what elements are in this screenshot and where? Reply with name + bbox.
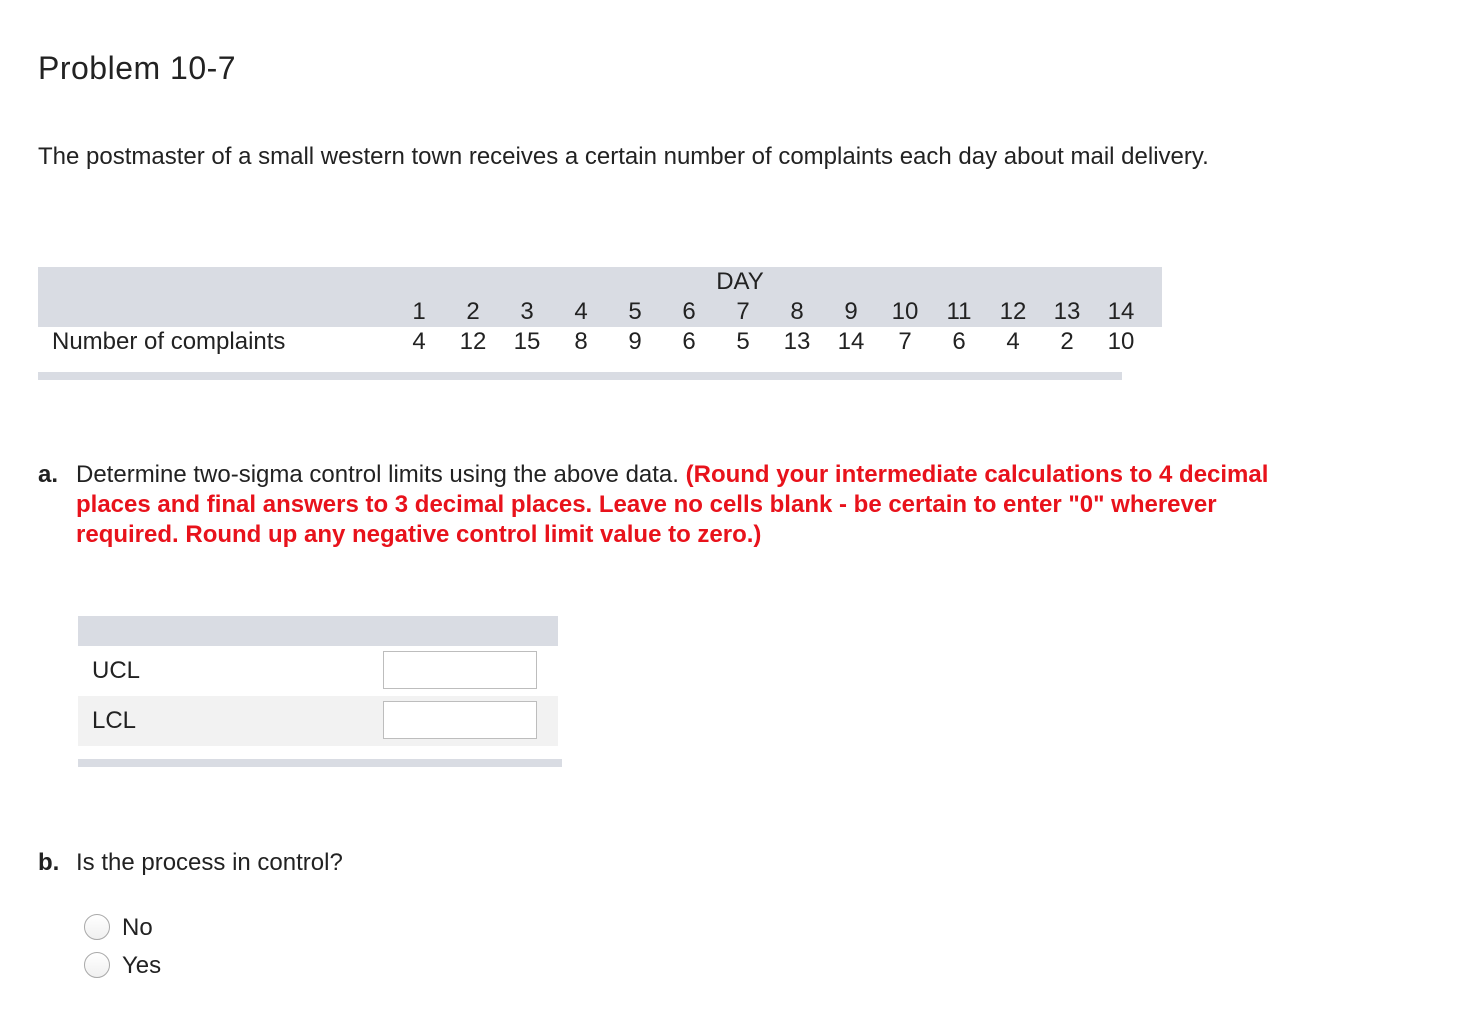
- control-limits-answer-table: [78, 616, 558, 746]
- radio-label-no[interactable]: No: [122, 914, 153, 941]
- complaints-row-label: Number of complaints: [52, 328, 286, 355]
- day-numbers-row: [38, 297, 1162, 327]
- complaint-count: 4: [412, 328, 426, 355]
- complaint-count: 9: [628, 328, 642, 355]
- day-number: 6: [662, 297, 716, 327]
- day-header-label: DAY: [392, 267, 1148, 297]
- question-b-letter: b.: [38, 849, 60, 876]
- complaint-count: 6: [682, 328, 696, 355]
- question-a: [38, 460, 1278, 550]
- question-b: [38, 848, 343, 878]
- complaint-count: 12: [459, 328, 487, 355]
- day-number: 13: [1040, 297, 1094, 327]
- complaint-count: 7: [898, 328, 912, 355]
- complaint-count: 6: [952, 328, 966, 355]
- complaint-count: 14: [837, 328, 865, 355]
- complaint-count: 10: [1107, 328, 1135, 355]
- day-number: 14: [1094, 297, 1148, 327]
- question-a-letter: a.: [38, 461, 59, 488]
- complaint-count: 13: [783, 328, 811, 355]
- complaint-count: 8: [574, 328, 588, 355]
- question-b-text: Is the process in control?: [76, 849, 343, 876]
- day-number: 10: [878, 297, 932, 327]
- table-bottom-rule: [38, 372, 1122, 380]
- ucl-input[interactable]: [383, 651, 537, 689]
- rounding-instructions: (Round your intermediate calculations to 4 decimal places and final answers to 3 decimal places. Leave no cells blank - be certain to enter "0" wherever required. Round up any negative control limit value to zero.): [76, 461, 1269, 548]
- ucl-label: UCL: [92, 657, 141, 684]
- radio-button-yes[interactable]: [84, 952, 110, 978]
- day-number: 12: [986, 297, 1040, 327]
- complaint-count: 2: [1060, 328, 1074, 355]
- complaint-count: 4: [1006, 328, 1020, 355]
- day-header-row: [38, 267, 1162, 297]
- complaint-count: 15: [513, 328, 541, 355]
- complaint-count: 5: [736, 328, 750, 355]
- day-number: 3: [500, 297, 554, 327]
- complaints-row: [38, 327, 1162, 357]
- day-number: 8: [770, 297, 824, 327]
- question-a-text: Determine two-sigma control limits using the above data.: [76, 461, 679, 488]
- lcl-label: LCL: [92, 707, 137, 734]
- complaints-data-table: [38, 267, 1162, 357]
- day-number: 4: [554, 297, 608, 327]
- lcl-input[interactable]: [383, 701, 537, 739]
- day-number: 5: [608, 297, 662, 327]
- answer-table-header: [78, 616, 558, 646]
- problem-intro: The postmaster of a small western town receives a certain number of complaints each day about mail delivery.: [38, 143, 1209, 170]
- radio-label-yes[interactable]: Yes: [122, 952, 162, 979]
- radio-button-no[interactable]: [84, 914, 110, 940]
- day-number: 2: [446, 297, 500, 327]
- lcl-row: [78, 696, 558, 746]
- problem-title: Problem 10-7: [38, 50, 237, 86]
- day-number: 9: [824, 297, 878, 327]
- day-number: 1: [392, 297, 446, 327]
- answer-table-bottom-rule: [78, 759, 562, 767]
- ucl-row: [78, 646, 558, 696]
- day-number: 11: [932, 297, 986, 327]
- day-number: 7: [716, 297, 770, 327]
